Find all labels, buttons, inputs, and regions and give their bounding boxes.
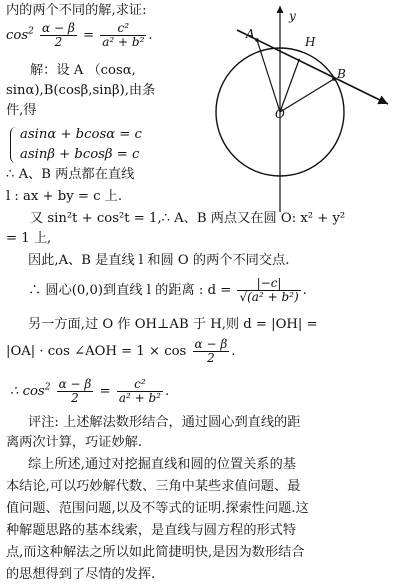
period: . [302, 283, 307, 298]
summary-line: 点,而这种解法之所以如此简捷明快,是因为数形结合 [6, 545, 305, 560]
fraction-numerator: c² [134, 377, 146, 391]
text-line: l : ax + by = c 上. [6, 189, 123, 204]
point-B [332, 77, 336, 81]
system-equation-2: asinβ + bcosβ = c [20, 147, 140, 162]
text-line: 解：设 A （cosα, [30, 63, 136, 78]
text-line: 内的两个不同的解,求证: [6, 3, 147, 18]
text-line: ∴ A、B 两点都在直线 [6, 167, 135, 182]
text-line: 又 sin²t + cos²t = 1,∴ A、B 两点又在圆 O: x² + y² [30, 211, 346, 226]
fraction [100, 22, 146, 49]
fraction [117, 378, 163, 405]
fraction-denominator: a² + b² [118, 391, 161, 405]
formula-line [10, 378, 169, 405]
summary-line: 的思想得到了尽情的发挥. [6, 567, 156, 582]
summary-line: 综上所述,通过对挖掘直线和圆的位置关系的基 [28, 457, 296, 472]
formula-text: |OA| · cos ∠AOH = 1 × cos [6, 344, 187, 359]
summary-line: 种解题思路的基本线索，是直线与圆方程的形式特 [6, 523, 297, 538]
fraction [193, 338, 230, 365]
text-line: sinα),B(cosβ,sinβ),由条 [6, 83, 156, 98]
comment-line: 评注: 上述解法数形结合，通过圆心到直线的距 [28, 415, 301, 430]
summary-line: 本结论,可以巧妙解代数、三角中某些求值问题、最 [6, 479, 301, 494]
summary-line: 值问题、范围问题,以及不等式的证明.探索性问题.这 [6, 501, 309, 516]
formula-line [6, 22, 153, 49]
period: . [164, 384, 170, 399]
fraction-numerator: α − β [42, 21, 75, 35]
label-B: B [337, 67, 346, 81]
formula-cos: ∴ cos [10, 384, 45, 399]
period: . [231, 344, 236, 359]
formula-exp: 2 [44, 382, 51, 393]
formula-line [28, 277, 307, 304]
fraction-numerator: c² [117, 21, 130, 35]
comment-line: 离两次计算，巧证妙解. [6, 435, 143, 450]
equals-sign: = [99, 384, 111, 399]
period: . [148, 28, 153, 43]
text-line: 另一方面,过 O 作 OH⊥AB 于 H,则 d = |OH| = [28, 317, 318, 332]
fraction-denominator: 2 [40, 35, 77, 49]
geometry-figure [215, 0, 402, 215]
fraction-denominator: √(a² + b²) [239, 290, 299, 304]
label-y: y [289, 9, 296, 23]
text-line: 因此,A、B 是直线 l 和圆 O 的两个不同交点. [28, 253, 290, 268]
segment-OB [280, 79, 334, 112]
equation-brace [10, 127, 17, 163]
label-O: O [275, 107, 285, 121]
fraction [237, 277, 300, 304]
distance-text: ∴ 圆心(0,0)到直线 l 的距离 : d = [28, 283, 232, 298]
fraction-denominator: 2 [57, 391, 94, 405]
fraction-numerator: α − β [194, 337, 228, 351]
fraction-numerator: α − β [58, 377, 92, 391]
text-line: = 1 上, [6, 231, 52, 246]
equals-sign: = [82, 28, 95, 43]
segment-OA [257, 40, 280, 112]
system-equation-1: asinα + bcosα = c [20, 127, 142, 142]
fraction [40, 22, 77, 49]
label-H: H [305, 35, 316, 49]
label-A: A [246, 27, 255, 41]
fraction-denominator: 2 [193, 351, 230, 365]
text-line: 件,得 [6, 103, 37, 118]
formula-exp: 2 [28, 26, 34, 37]
point-A [255, 38, 259, 42]
fraction-numerator: |−c| [256, 276, 282, 290]
segment-OH [280, 60, 299, 112]
fraction-denominator: a² + b² [102, 35, 145, 49]
formula-cos: cos [6, 28, 29, 43]
point-H [298, 59, 300, 61]
formula-line [6, 338, 235, 365]
fraction [57, 378, 94, 405]
